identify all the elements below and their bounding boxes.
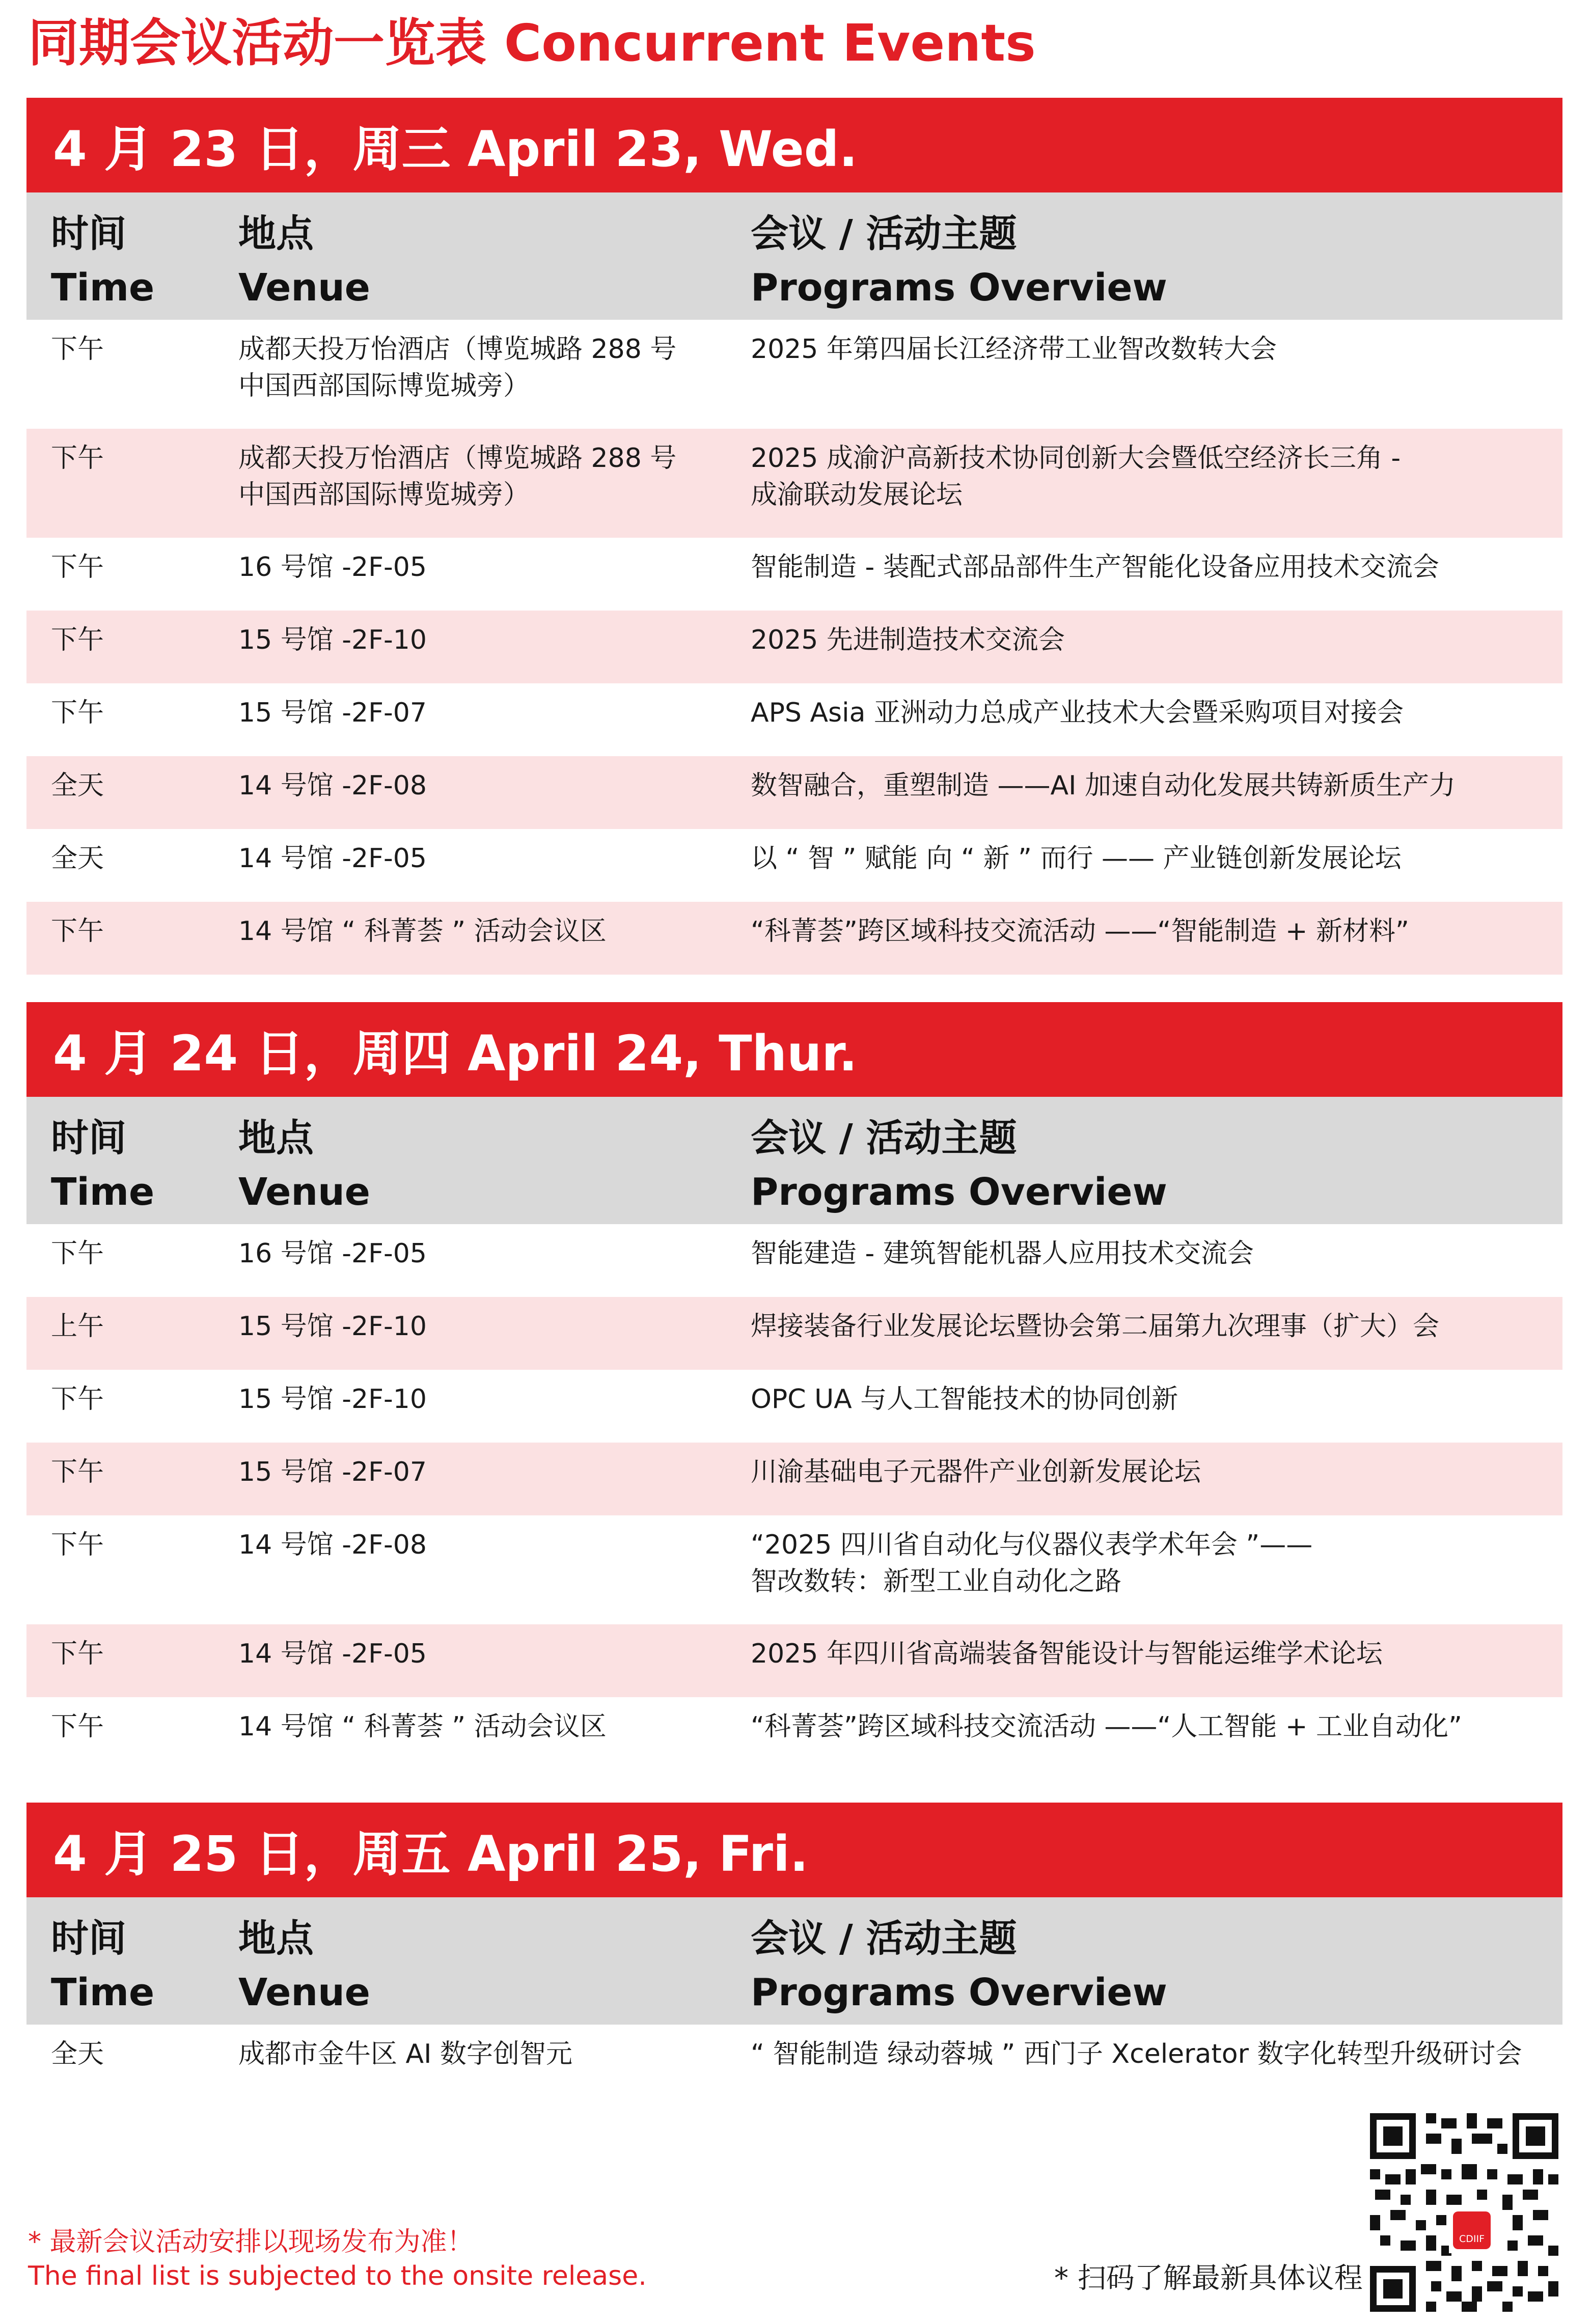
header-programs: 会议 / 活动主题 Programs Overview: [751, 1917, 1167, 2014]
cell-venue: 14 号馆 “ 科菁荟 ” 活动会议区: [238, 1711, 607, 1742]
cell-venue: 15 号馆 -2F-07: [238, 698, 427, 728]
page-title: 同期会议活动一览表 Concurrent Events: [28, 13, 1036, 73]
header-time: 时间 Time: [51, 1116, 155, 1214]
cell-program: 2025 先进制造技术交流会: [751, 625, 1065, 655]
column-header: [26, 1897, 1562, 2025]
table-row: [26, 1697, 1562, 1770]
table-row: [26, 611, 1562, 683]
cell-time: 下午: [51, 334, 104, 365]
cell-venue: 16 号馆 -2F-05: [238, 552, 427, 583]
cell-program: 2025 成渝沪高新技术协同创新大会暨低空经济长三角 - 成渝联动发展论坛: [751, 443, 1401, 510]
cell-venue: 15 号馆 -2F-10: [238, 1384, 427, 1415]
cell-time: 下午: [51, 916, 104, 947]
table-row: [26, 1624, 1562, 1697]
cell-time: 全天: [51, 2039, 104, 2069]
cell-program: 2025 年四川省高端装备智能设计与智能运维学术论坛: [751, 1639, 1383, 1669]
cell-program: “科菁荟”跨区域科技交流活动 ——“人工智能 + 工业自动化”: [751, 1711, 1462, 1742]
cell-time: 下午: [51, 625, 104, 655]
cell-program: 智能制造 - 装配式部品部件生产智能化设备应用技术交流会: [751, 552, 1439, 583]
cell-venue: 成都天投万怡酒店（博览城路 288 号 中国西部国际博览城旁）: [238, 443, 677, 510]
cell-program: 2025 年第四届长江经济带工业智改数转大会: [751, 334, 1277, 365]
cell-venue: 16 号馆 -2F-05: [238, 1238, 427, 1269]
cell-program: 数智融合，重塑制造 ——AI 加速自动化发展共铸新质生产力: [751, 770, 1456, 801]
cell-venue: 成都市金牛区 AI 数字创智元: [238, 2039, 572, 2069]
cell-time: 上午: [51, 1311, 104, 1342]
header-venue: 地点 Venue: [238, 212, 370, 310]
day-banner: 4 月 25 日，周五 April 25, Fri.: [26, 1803, 1562, 1897]
table-row: [26, 1443, 1562, 1515]
header-time: 时间 Time: [51, 212, 155, 310]
header-programs: 会议 / 活动主题 Programs Overview: [751, 1116, 1167, 1214]
header-time: 时间 Time: [51, 1917, 155, 2014]
day-section-0: [26, 98, 1562, 975]
header-venue: 地点 Venue: [238, 1917, 370, 2014]
cell-program: “科菁荟”跨区域科技交流活动 ——“智能制造 + 新材料”: [751, 916, 1409, 947]
cell-venue: 15 号馆 -2F-07: [238, 1457, 427, 1487]
cell-time: 下午: [51, 1530, 104, 1560]
day-section-2: [26, 1803, 1562, 2101]
table-row: [26, 683, 1562, 756]
header-venue: 地点 Venue: [238, 1116, 370, 1214]
cell-time: 下午: [51, 1639, 104, 1669]
table-row: [26, 1515, 1562, 1624]
column-header: [26, 192, 1562, 320]
cell-program: 智能建造 - 建筑智能机器人应用技术交流会: [751, 1238, 1254, 1269]
cell-venue: 14 号馆 -2F-05: [238, 1639, 427, 1669]
cell-time: 下午: [51, 1238, 104, 1269]
table-row: [26, 1370, 1562, 1443]
cell-time: 下午: [51, 1711, 104, 1742]
cell-program: OPC UA 与人工智能技术的协同创新: [751, 1384, 1178, 1415]
cell-program: “2025 四川省自动化与仪器仪表学术年会 ”—— 智改数转：新型工业自动化之路: [751, 1530, 1313, 1597]
cell-venue: 14 号馆 -2F-05: [238, 843, 427, 874]
cell-time: 下午: [51, 552, 104, 583]
table-row: [26, 756, 1562, 829]
cell-time: 下午: [51, 443, 104, 474]
table-row: [26, 829, 1562, 902]
footer-note-en: The final list is subjected to the onsite release.: [28, 2261, 647, 2291]
cell-program: APS Asia 亚洲动力总成产业技术大会暨采购项目对接会: [751, 698, 1404, 728]
svg-text:CDIIF: CDIIF: [1459, 2233, 1485, 2245]
day-banner: 4 月 24 日，周四 April 24, Thur.: [26, 1002, 1562, 1097]
header-programs: 会议 / 活动主题 Programs Overview: [751, 212, 1167, 310]
column-header: [26, 1097, 1562, 1224]
cell-program: 以 “ 智 ” 赋能 向 “ 新 ” 而行 —— 产业链创新发展论坛: [751, 843, 1402, 874]
cell-venue: 成都天投万怡酒店（博览城路 288 号 中国西部国际博览城旁）: [238, 334, 677, 401]
cell-time: 下午: [51, 698, 104, 728]
table-row: [26, 1297, 1562, 1370]
footer-note-cn: * 最新会议活动安排以现场发布为准！: [28, 2227, 474, 2257]
cell-program: 川渝基础电子元器件产业创新发展论坛: [751, 1457, 1201, 1487]
cell-venue: 14 号馆 “ 科菁荟 ” 活动会议区: [238, 916, 607, 947]
table-row: [26, 902, 1562, 975]
cell-time: 全天: [51, 770, 104, 801]
cell-venue: 15 号馆 -2F-10: [238, 1311, 427, 1342]
table-row: [26, 429, 1562, 538]
table-row: [26, 538, 1562, 611]
cell-time: 全天: [51, 843, 104, 874]
cell-venue: 14 号馆 -2F-08: [238, 770, 427, 801]
cell-venue: 15 号馆 -2F-10: [238, 625, 427, 655]
qr-caption: * 扫码了解最新具体议程: [1054, 2262, 1363, 2295]
day-banner: 4 月 23 日，周三 April 23, Wed.: [26, 98, 1562, 192]
cell-program: “ 智能制造 绿动蓉城 ” 西门子 Xcelerator 数字化转型升级研讨会: [751, 2039, 1522, 2069]
cell-program: 焊接装备行业发展论坛暨协会第二届第九次理事（扩大）会: [751, 1311, 1440, 1342]
cell-time: 下午: [51, 1457, 104, 1487]
table-row: [26, 320, 1562, 429]
cell-time: 下午: [51, 1384, 104, 1415]
table-row: [26, 1224, 1562, 1297]
cell-venue: 14 号馆 -2F-08: [238, 1530, 427, 1560]
day-section-1: [26, 1002, 1562, 1770]
qr-code-icon[interactable]: [1370, 2113, 1558, 2312]
table-row: [26, 2025, 1562, 2101]
